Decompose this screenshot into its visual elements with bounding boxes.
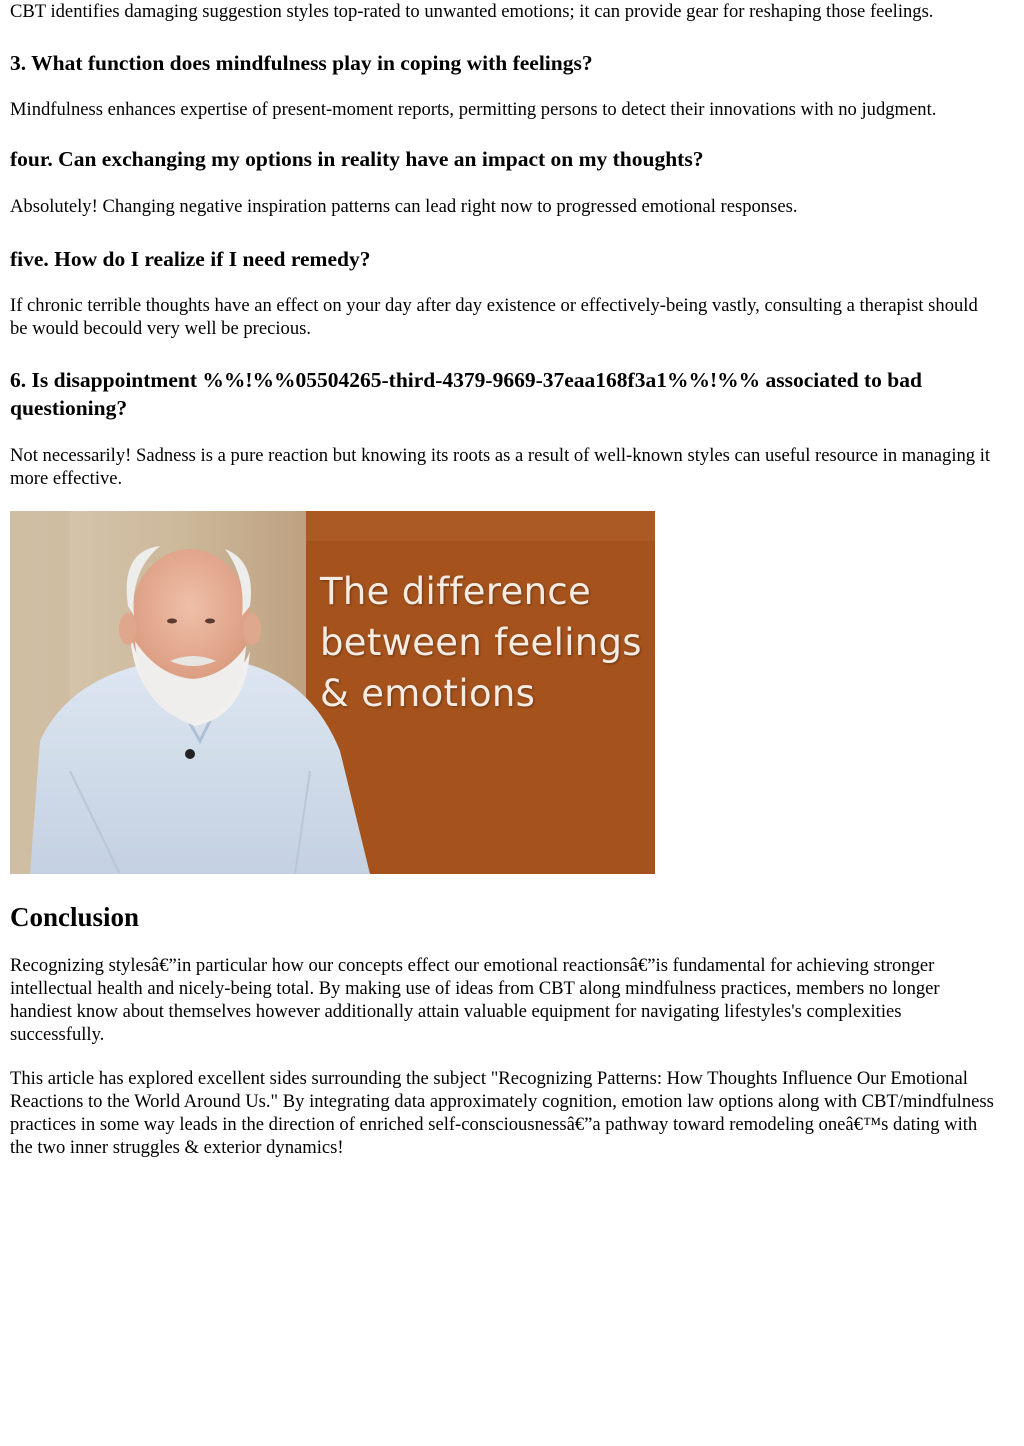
- faq-question-4: four. Can exchanging my options in reality have an impact on my thoughts?: [10, 147, 704, 171]
- thumbnail-caption: The difference between feelings & emotions: [320, 570, 642, 715]
- conclusion-heading: Conclusion: [10, 902, 140, 932]
- video-thumbnail-image: [10, 511, 655, 874]
- faq-question-6: 6. Is disappointment %%!%%05504265-third-4379-9669-37eaa168f3a1%%!%% associated to bad questioning?: [10, 368, 922, 420]
- conclusion-paragraph-1: Recognizing stylesâ€”in particular how our concepts effect our emotional reactionsâ€”is fundamental for achieving stronger intellectual health and nicely-being total. By making use of ideas from CBT along mindfulness practices, members no longer handiest know about themselves however additionally attain valuable equipment for navigating lifestyles's complexities successfully.: [10, 955, 940, 1045]
- faq-answer-4: Absolutely! Changing negative inspiration patterns can lead right now to progressed emotional responses.: [10, 196, 798, 217]
- faq-answer-3: Mindfulness enhances expertise of present-moment reports, permitting persons to detect their innovations with no judgment.: [10, 99, 937, 120]
- faq-question-5: five. How do I realize if I need remedy?: [10, 247, 371, 271]
- faq-answer-6: Not necessarily! Sadness is a pure reaction but knowing its roots as a result of well-known styles can useful resource in managing it more effective.: [10, 445, 991, 489]
- conclusion-paragraph-2: This article has explored excellent sides surrounding the subject "Recognizing Patterns: How Thoughts Influence Our Emotional Reactions to the World Around Us." By integrating data approximately cognition, emotion law options along with CBT/mindfulness practices in some way leads in the direction of enriched self-consciousnessâ€”a pathway toward remodeling oneâ€™s dating with the two inner struggles & exterior dynamics!: [10, 1068, 994, 1158]
- faq-answer-5: If chronic terrible thoughts have an effect on your day after day existence or effectively-being vastly, consulting a therapist should be would becould very well be precious.: [10, 295, 978, 339]
- intro-paragraph: CBT identifies damaging suggestion styles top-rated to unwanted emotions; it can provide gear for reshaping those feelings.: [10, 1, 934, 22]
- faq-question-3: 3. What function does mindfulness play in coping with feelings?: [10, 51, 593, 75]
